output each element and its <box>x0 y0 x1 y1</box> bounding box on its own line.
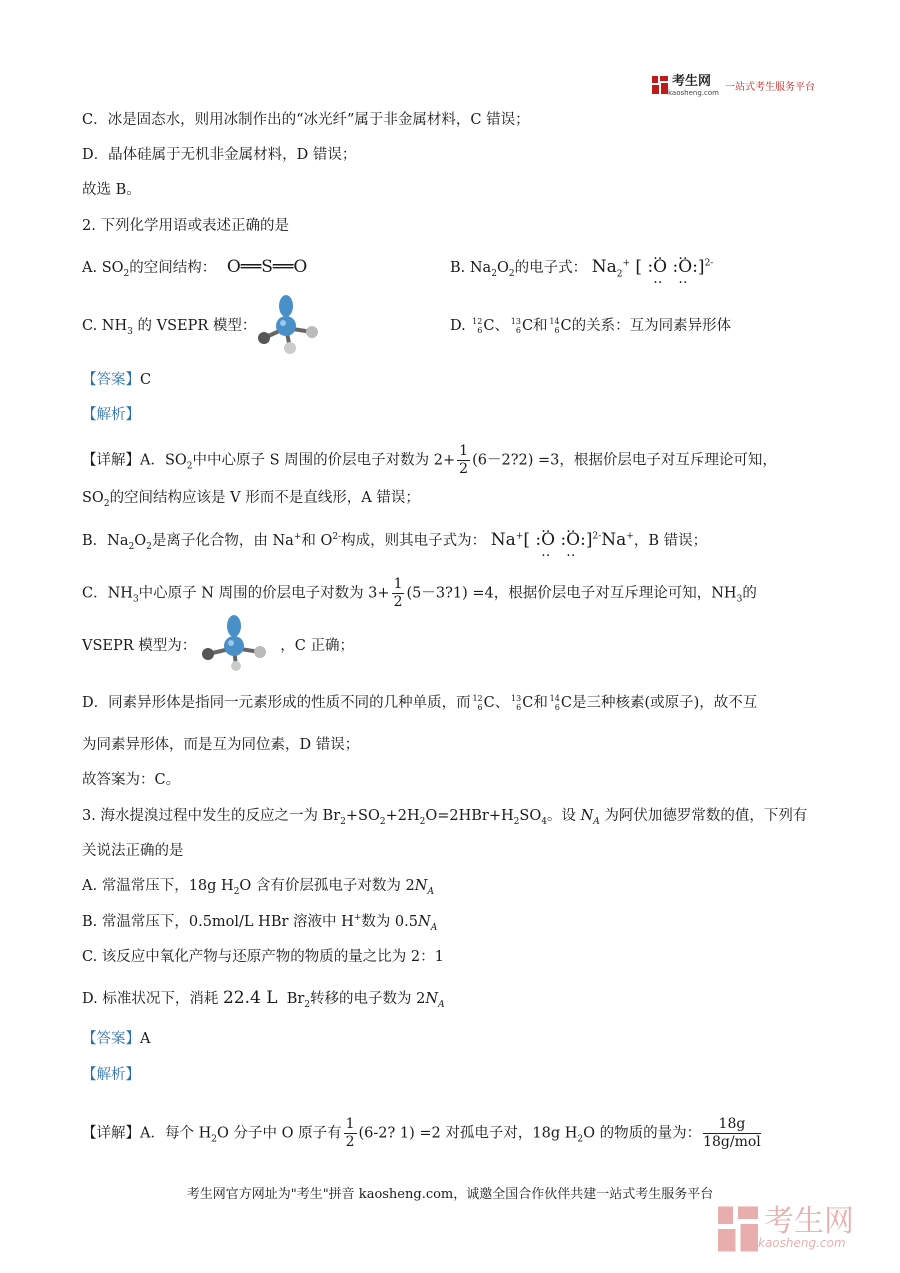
kaosheng-watermark-icon <box>718 1206 758 1252</box>
text-line: D．晶体硅属于无机非金属材料，D 错误； <box>82 147 357 163</box>
detail-2-b: B．$Na_2O_2$是离子化合物，由 Na+和 $O^{2-}$构成，则其电子式为： Na+[ :‥ O ‥ :‥ O ‥:]$^{2-}$Na+，B 错误； <box>82 530 707 551</box>
detail-2-c-cont: VSEPR 模型为： ，C 正确； <box>82 638 354 654</box>
q3-option-a: A. 常温常压下，18g $H_2O$ 含有价层孤电子对数为 $2N_A$ <box>82 878 434 897</box>
analysis-2-tag: 【解析】 <box>82 407 140 423</box>
logo-brand-block <box>668 73 719 97</box>
question-3-stem: 3. 海水提溴过程中发生的反应之一为 $Br_2+SO_2+2H_2O=2HBr+H_2SO_4$。设 $N_A$ 为阿伏加德罗常数的值，下列有 <box>82 808 808 827</box>
so2-structure: O══S══O <box>226 257 308 277</box>
detail-2-a-cont: $SO_2$的空间结构应该是 V 形而不是直线形，A 错误； <box>82 490 420 509</box>
detail-2-end: 故答案为：C。 <box>82 772 181 788</box>
q3-option-b: B. 常温常压下，0.5mol/L HBr 溶液中 H+数为 $0.5N_A$ <box>82 913 438 933</box>
kaosheng-logo-icon <box>652 76 668 94</box>
question-3-stem-cont: 关说法正确的是 <box>82 843 184 859</box>
logo-domain: kaosheng.com <box>668 89 719 97</box>
logo-brand: 考生网 <box>672 74 712 89</box>
logo-slogan: 一站式考生服务平台 <box>724 81 815 93</box>
nh3-vsepr-model-detail-icon <box>196 612 276 672</box>
detail-2-d: D．同素异形体是指同一元素形成的性质不同的几种单质，而 12 6C、 13 6C和 14 6C是三种核素(或原子)，故不互 <box>82 694 758 712</box>
q2-option-c: C. $NH_3$ 的 VSEPR 模型： <box>82 318 257 337</box>
q3-option-c: C. 该反应中氧化产物与还原产物的物质的量之比为 2：1 <box>82 949 444 965</box>
detail-3-a: 【详解】A．每个 $H_2O$ 分子中 O 原子有 $\frac{1}{2}$ (6-2? 1) =2 对孤电子对，18g $H_2O$ 的物质的量为： $\frac{18g}{\text{18g/mol}}$ <box>82 1116 761 1150</box>
question-2-stem: 2. 下列化学用语或表述正确的是 <box>82 218 289 234</box>
text-line: 故选 B。 <box>82 182 141 198</box>
na2o2-electron-formula-detail: Na+[ :‥ O ‥ :‥ O ‥:]$^{2-}$Na+ <box>491 530 634 550</box>
nh3-vsepr-model-icon <box>252 292 324 358</box>
answer-3: 【答案】A <box>82 1031 151 1047</box>
text-line: C．冰是固态水，则用冰制作出的“冰光纤”属于非金属材料，C 错误； <box>82 112 530 128</box>
page-footer: 考生网官方网址为"考生"拼音 kaosheng.com，诚邀全国合作伙伴共建一站式考生服务平台 <box>186 1187 714 1202</box>
watermark-domain: kaosheng.com <box>758 1236 846 1250</box>
site-logo <box>652 73 815 97</box>
q3-option-d: D. 标准状况下，消耗 22.4 L $Br_2$转移的电子数为 $2N_A$ <box>82 988 445 1010</box>
q2-option-b: B. $Na_2O_2$的电子式： $Na_2^+$ [ :‥ O ‥ :‥ O ‥:]$^{2-}$ <box>450 257 713 278</box>
detail-2-a: 【详解】A．$SO_2$中中心原子 S 周围的价层电子对数为 2+ $\frac{1}{2}$ (6－2?2) =3，根据价层电子对互斥理论可知， <box>82 443 777 477</box>
detail-2-c: C．$NH_3$中心原子 N 周围的价层电子对数为 3+ $\frac{1}{2}$ (5－3?1) =4，根据价层电子对互斥理论可知，$NH_3$的 <box>82 576 757 610</box>
q2-option-a: A. $SO_2$的空间结构： O══S══O <box>82 257 308 279</box>
na2o2-electron-formula: $Na_2^+$ [ :‥ O ‥ :‥ O ‥:]$^{2-}$ <box>592 257 714 277</box>
answer-2: 【答案】C <box>82 372 152 388</box>
analysis-3-tag: 【解析】 <box>82 1067 140 1083</box>
detail-2-d-cont: 为同素异形体，而是互为同位素，D 错误； <box>82 737 360 753</box>
watermark-text: 考生网 <box>764 1204 854 1239</box>
watermark <box>718 1206 854 1252</box>
q2-option-d: D. 12 6C、 13 6C和 14 6C的关系：互为同素异形体 <box>450 317 732 335</box>
